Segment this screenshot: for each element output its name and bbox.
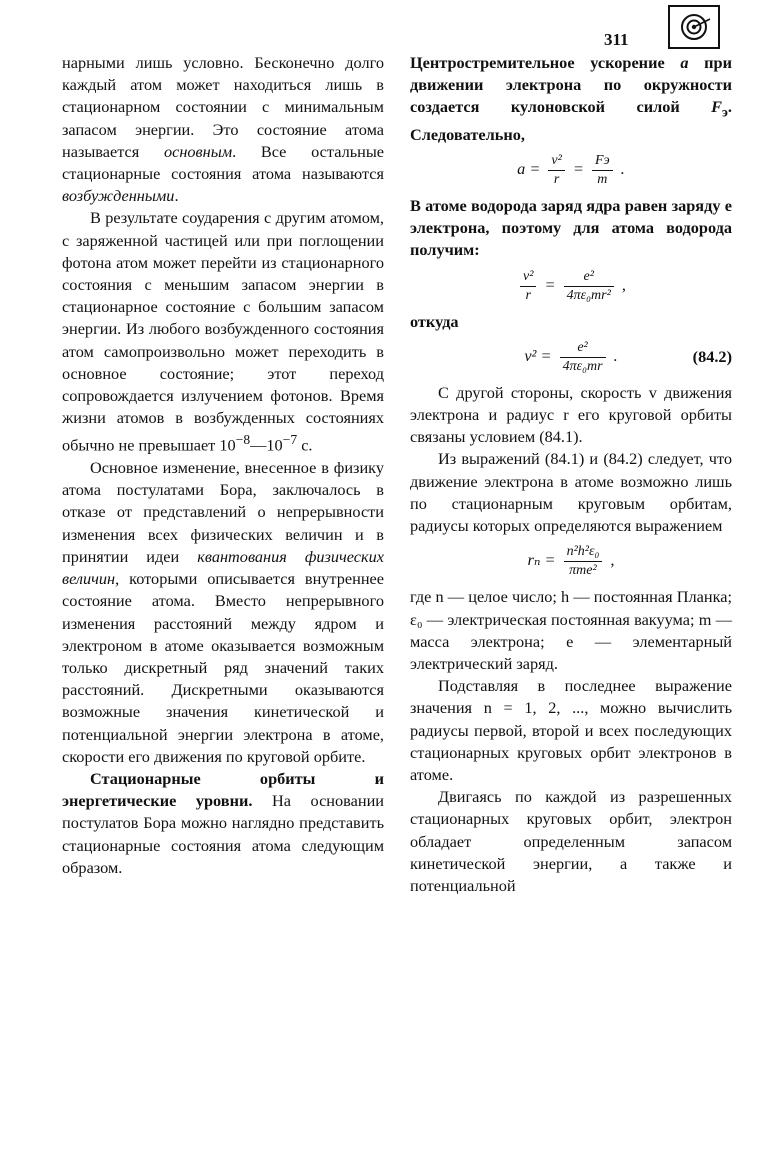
- paragraph: Двигаясь по каждой из разрешенных стационарных круговых орбит, электрон обладает определенным запасом кинетической энергии, а также и потенциальной: [410, 787, 732, 895]
- paragraph: Основное изменение, внесенное в физику атома постулатами Бора, заключалось в отказе от представлений о непрерывности изменения всех физических величин и в принятии идеи квантования физических величин, которыми описывается внутреннее состояние атома. Вместо непрерывного изменения расстояний между ядром и электроном в атоме оказывается возможным только дискретный ряд значений таких расстояний. Дискретными оказываются возможные значения кинетической и потенциальной энергии электрона в атоме, скорости его движения по круговой орбите.: [62, 458, 384, 766]
- formula-hydrogen: $\frac{\text{v²}}{r}$ = $\frac{\text{e²}}{\text{4πε₀mr²}}$ ,: [410, 268, 732, 305]
- equation-number: (84.2): [692, 347, 732, 367]
- paragraph: нарными лишь условно. Бесконечно долго каждый атом может находиться лишь в стационарном состоянии с минимальным запасом энергии. Это состояние атома называется основным. Все остальные стационарные состояния атома называются возбужденными.: [62, 53, 384, 206]
- paragraph: Подставляя в последнее выражение значения n = 1, 2, ..., можно вычислить радиусы первой, второй и всех последующих стационарных круговых орбит электронов в атоме.: [410, 676, 732, 784]
- formula-velocity: v² = $\frac{\text{e²}}{\text{4πε₀mr}}$ . (84.2): [524, 339, 732, 374]
- formula-acceleration: a = $\frac{\text{v²}}{r}$ = $\frac{Fэ}{m}$ .: [517, 153, 625, 188]
- orbit-atom-icon: [668, 5, 720, 49]
- formula-radius: rₙ = $\frac{\text{n²h²ε₀}}{\text{πme²}}$ ,: [527, 544, 615, 579]
- section-paragraph: Стационарные орбиты и энергетические уровни. На основании постулатов Бора можно наглядно представить стационарные состояния атома следующим образом.: [62, 768, 384, 877]
- paragraph: С другой стороны, скорость v движения электрона и радиус r его круговой орбиты связаны условием (84.1).: [410, 382, 732, 447]
- paragraph: В атоме водорода заряд ядра равен заряду e электрона, поэтому для атома водорода получим:: [410, 196, 732, 260]
- page-number: 311: [604, 30, 629, 49]
- left-column: [62, 52, 384, 879]
- section-heading: Стационарные орбиты и энергетические уровни.: [62, 768, 384, 811]
- paragraph: где n — целое число; h — постоянная Планка; ε₀ — электрическая постоянная вакуума; m — масса электрона; e — элементарный электрический заряд.: [410, 587, 732, 673]
- paragraph: Центростремительное ускорение a при движении электрона по окружности создается кулоновской силой $F_э$. Следовательно,: [410, 53, 732, 144]
- paragraph: откуда: [410, 311, 459, 331]
- paragraph: Из выражений (84.1) и (84.2) следует, что движение электрона в атоме возможно лишь по стационарным круговым орбитам, радиусы которых определяются выражением: [410, 449, 732, 536]
- paragraph: В результате соударения с другим атомом, с заряженной частицей или при поглощении фотона атом может перейти из стационарного состояния с меньшим запасом энергии в стационарное состояние с большим запасом энергии. Из любого возбужденного состояния атом самопроизвольно может переходить в основное состояние; этот переход сопровождается излучением фотонов. Время жизни атомов в возбужденных состояниях обычно не превышает $10^{-8}—10^{-7}$ с.: [62, 208, 384, 455]
- right-column: [410, 52, 732, 897]
